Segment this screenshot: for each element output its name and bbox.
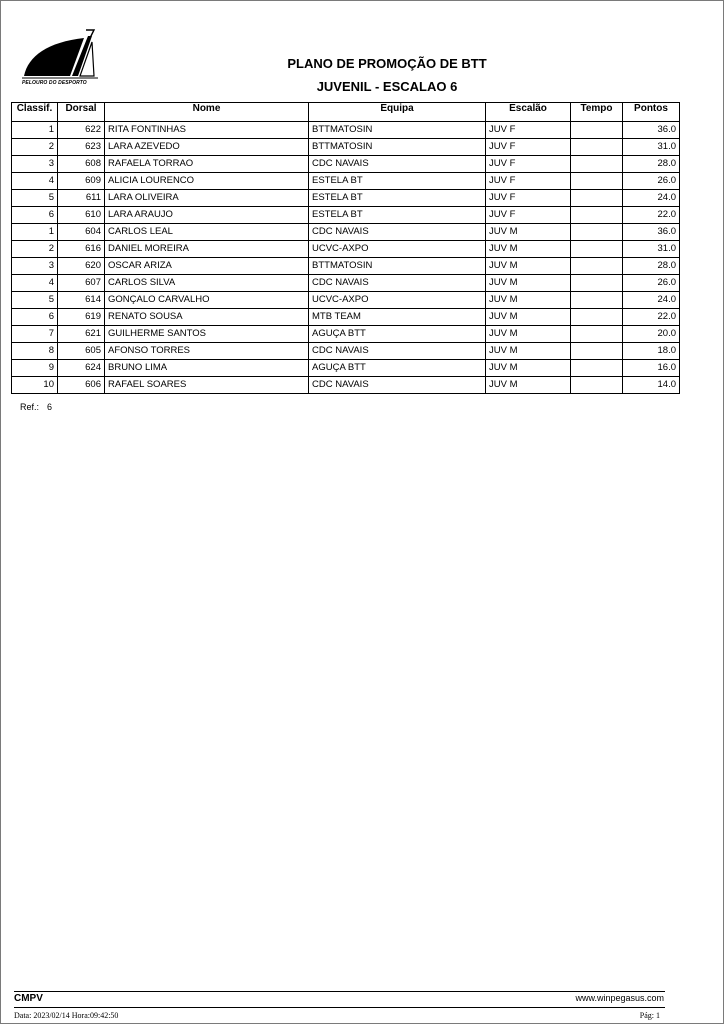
cell-dorsal: 620 [58,258,105,275]
cell-pontos: 31.0 [623,241,680,258]
cell-nome: BRUNO LIMA [105,360,309,377]
results-table [11,102,680,394]
cell-equipa: CDC NAVAIS [309,224,486,241]
cell-classif: 2 [12,139,58,156]
cell-dorsal: 624 [58,360,105,377]
cell-dorsal: 608 [58,156,105,173]
cell-tempo [571,156,623,173]
cell-tempo [571,343,623,360]
cell-equipa: BTTMATOSIN [309,122,486,139]
cell-pontos: 26.0 [623,275,680,292]
cell-classif: 4 [12,275,58,292]
cell-classif: 10 [12,377,58,394]
cell-tempo [571,224,623,241]
cell-pontos: 28.0 [623,156,680,173]
cell-nome: AFONSO TORRES [105,343,309,360]
table-row [12,156,680,173]
cell-pontos: 24.0 [623,190,680,207]
cell-nome: ALICIA LOURENCO [105,173,309,190]
cell-pontos: 24.0 [623,292,680,309]
cell-pontos: 20.0 [623,326,680,343]
table-row [12,122,680,139]
cell-escalao: JUV F [486,207,571,224]
cell-escalao: JUV F [486,156,571,173]
footer-site: www.winpegasus.com [575,993,664,1003]
cell-dorsal: 606 [58,377,105,394]
col-header-nome: Nome [105,103,309,122]
cell-tempo [571,139,623,156]
cell-tempo [571,241,623,258]
cell-pontos: 22.0 [623,207,680,224]
cell-nome: LARA OLIVEIRA [105,190,309,207]
cell-nome: RITA FONTINHAS [105,122,309,139]
ref-label: Ref.: [20,402,40,412]
table-row [12,309,680,326]
table-row [12,139,680,156]
cell-equipa: ESTELA BT [309,207,486,224]
cell-pontos: 28.0 [623,258,680,275]
cell-nome: CARLOS LEAL [105,224,309,241]
footer-datetime: Data: 2023/02/14 Hora:09:42:50 [14,1011,119,1020]
col-header-tempo: Tempo [571,103,623,122]
cell-dorsal: 605 [58,343,105,360]
cell-escalao: JUV M [486,343,571,360]
table-row [12,343,680,360]
cell-pontos: 22.0 [623,309,680,326]
cell-equipa: AGUÇA BTT [309,360,486,377]
cell-tempo [571,275,623,292]
cell-classif: 1 [12,122,58,139]
logo-caption: PELOURO DO DESPORTO [22,80,87,86]
table-header-row [12,103,680,122]
col-header-equipa: Equipa [309,103,486,122]
cell-dorsal: 621 [58,326,105,343]
footer-divider-2 [14,1007,665,1008]
cell-nome: LARA AZEVEDO [105,139,309,156]
cell-classif: 7 [12,326,58,343]
cell-dorsal: 616 [58,241,105,258]
table-row [12,241,680,258]
cell-escalao: JUV F [486,139,571,156]
cell-pontos: 16.0 [623,360,680,377]
cell-tempo [571,377,623,394]
col-header-escalao: Escalão [486,103,571,122]
table-row [12,258,680,275]
cell-classif: 1 [12,224,58,241]
cell-dorsal: 623 [58,139,105,156]
cell-tempo [571,292,623,309]
cell-dorsal: 611 [58,190,105,207]
cell-equipa: UCVC-AXPO [309,241,486,258]
pelouro-logo-icon [22,28,98,84]
cell-nome: GONÇALO CARVALHO [105,292,309,309]
ref-note [20,402,60,412]
cell-tempo [571,360,623,377]
cell-tempo [571,258,623,275]
cell-escalao: JUV M [486,224,571,241]
footer-divider [14,991,665,992]
cell-nome: OSCAR ARIZA [105,258,309,275]
cell-pontos: 18.0 [623,343,680,360]
cell-equipa: CDC NAVAIS [309,275,486,292]
cell-pontos: 36.0 [623,122,680,139]
cell-escalao: JUV F [486,173,571,190]
cell-dorsal: 619 [58,309,105,326]
cell-nome: DANIEL MOREIRA [105,241,309,258]
cell-classif: 8 [12,343,58,360]
cell-dorsal: 604 [58,224,105,241]
report-title: PLANO DE PROMOÇÃO DE BTT [287,56,487,71]
cell-escalao: JUV M [486,292,571,309]
cell-classif: 5 [12,190,58,207]
cell-dorsal: 609 [58,173,105,190]
cell-equipa: ESTELA BT [309,173,486,190]
cell-equipa: BTTMATOSIN [309,258,486,275]
cell-classif: 3 [12,258,58,275]
table-row [12,224,680,241]
col-header-dorsal: Dorsal [58,103,105,122]
cell-classif: 2 [12,241,58,258]
cell-nome: RAFAELA TORRAO [105,156,309,173]
cell-nome: LARA ARAUJO [105,207,309,224]
cell-pontos: 36.0 [623,224,680,241]
table-row [12,190,680,207]
table-row [12,275,680,292]
table-row [12,377,680,394]
cell-nome: CARLOS SILVA [105,275,309,292]
cell-escalao: JUV M [486,360,571,377]
cell-escalao: JUV F [486,190,571,207]
cell-equipa: CDC NAVAIS [309,377,486,394]
table-row [12,173,680,190]
cell-classif: 6 [12,309,58,326]
cell-escalao: JUV M [486,326,571,343]
cell-classif: 5 [12,292,58,309]
cell-tempo [571,190,623,207]
cell-equipa: CDC NAVAIS [309,156,486,173]
cell-escalao: JUV M [486,275,571,292]
cell-dorsal: 622 [58,122,105,139]
cell-classif: 9 [12,360,58,377]
cell-pontos: 26.0 [623,173,680,190]
cell-tempo [571,309,623,326]
table-row [12,292,680,309]
col-header-classif: Classif. [12,103,58,122]
cell-tempo [571,207,623,224]
cell-tempo [571,122,623,139]
report-subtitle: JUVENIL - ESCALAO 6 [316,79,458,94]
cell-classif: 4 [12,173,58,190]
cell-escalao: JUV F [486,122,571,139]
col-header-pontos: Pontos [623,103,680,122]
cell-escalao: JUV M [486,241,571,258]
cell-pontos: 31.0 [623,139,680,156]
cell-escalao: JUV M [486,309,571,326]
cell-equipa: CDC NAVAIS [309,343,486,360]
cell-nome: RAFAEL SOARES [105,377,309,394]
cell-equipa: AGUÇA BTT [309,326,486,343]
table-row [12,207,680,224]
cell-dorsal: 610 [58,207,105,224]
cell-escalao: JUV M [486,258,571,275]
table-row [12,326,680,343]
footer-org: CMPV [14,993,43,1004]
cell-escalao: JUV M [486,377,571,394]
table-row [12,360,680,377]
cell-nome: GUILHERME SANTOS [105,326,309,343]
cell-dorsal: 607 [58,275,105,292]
cell-dorsal: 614 [58,292,105,309]
cell-tempo [571,173,623,190]
cell-equipa: MTB TEAM [309,309,486,326]
cell-pontos: 14.0 [623,377,680,394]
cell-classif: 6 [12,207,58,224]
cell-equipa: UCVC-AXPO [309,292,486,309]
ref-value: 6 [47,402,53,412]
cell-equipa: BTTMATOSIN [309,139,486,156]
cell-classif: 3 [12,156,58,173]
cell-equipa: ESTELA BT [309,190,486,207]
footer-page-number: Pág: 1 [639,1011,660,1020]
cell-tempo [571,326,623,343]
cell-nome: RENATO SOUSA [105,309,309,326]
